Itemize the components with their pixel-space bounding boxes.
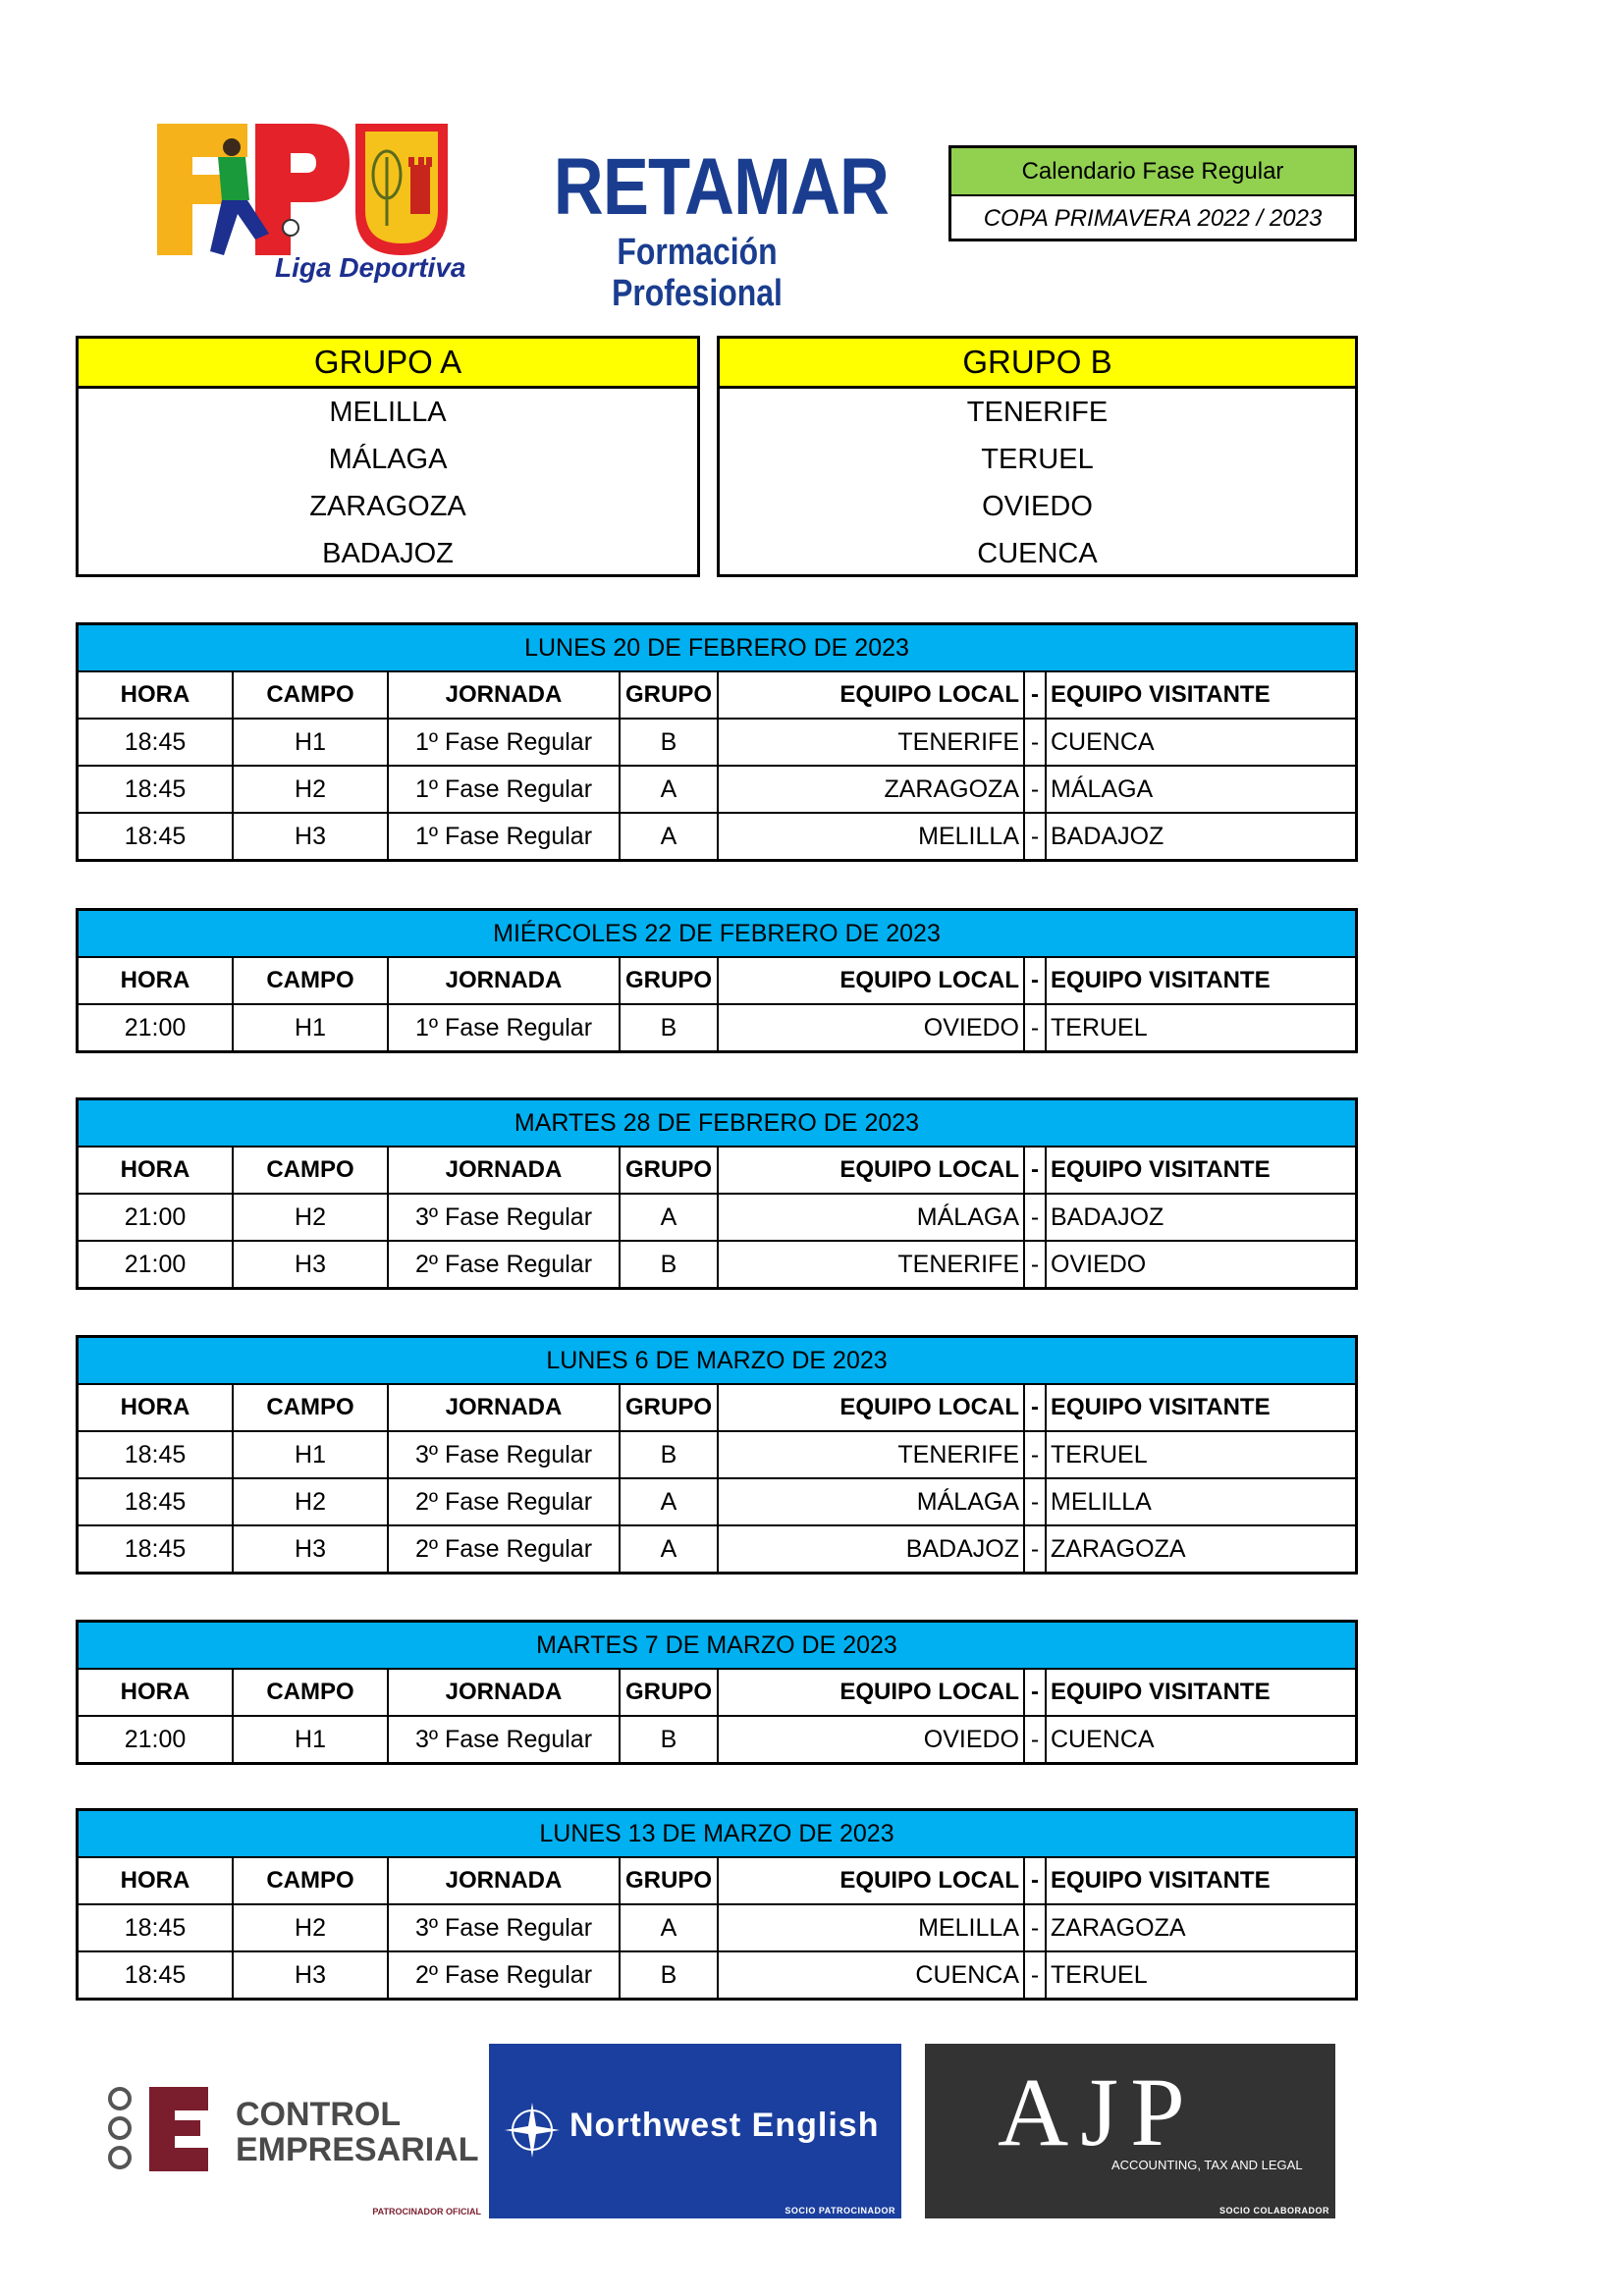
cell-jornada: 1º Fase Regular — [389, 720, 621, 765]
cell-separator: - — [1025, 1952, 1047, 1998]
cell-separator: - — [1025, 1242, 1047, 1287]
header-cell-equipo-visitante: EQUIPO VISITANTE — [1051, 1394, 1271, 1420]
match-day-date: MARTES 7 DE MARZO DE 2023 — [79, 1623, 1355, 1670]
table-row — [79, 1479, 1355, 1526]
match-day-table — [76, 1097, 1358, 1290]
header-cell-campo: CAMPO — [234, 958, 389, 1003]
match-day-table — [76, 622, 1358, 862]
cell-hora: 18:45 — [79, 1432, 234, 1477]
header-cell-hora: HORA — [79, 1148, 234, 1193]
header-cell-campo: CAMPO — [234, 1858, 389, 1903]
header-cell-equipo-local: EQUIPO LOCAL — [719, 958, 1025, 1003]
cell-jornada: 2º Fase Regular — [389, 1479, 621, 1524]
cell-separator: - — [1025, 720, 1047, 765]
header-cell-separator: - — [1025, 672, 1047, 718]
cell-jornada: 3º Fase Regular — [389, 1432, 621, 1477]
compass-icon — [503, 2101, 562, 2160]
cell-equipo-local: OVIEDO — [719, 1005, 1025, 1050]
cell-grupo: A — [621, 1195, 719, 1240]
cell-equipo-visitante: TERUEL — [1051, 1014, 1148, 1041]
retamar-subtitle: Formación Profesional — [612, 232, 783, 314]
cell-equipo-local: MELILLA — [719, 1905, 1025, 1950]
header-cell-separator: - — [1025, 1670, 1047, 1715]
cell-grupo: B — [621, 1717, 719, 1762]
cell-separator: - — [1025, 767, 1047, 812]
header-cell-jornada: JORNADA — [389, 958, 621, 1003]
retamar-logo — [530, 142, 890, 314]
group-a-team: ZARAGOZA — [309, 491, 466, 522]
cell-campo: H3 — [234, 1526, 389, 1572]
cell-equipo-visitante: CUENCA — [1051, 1726, 1155, 1753]
table-header-row — [79, 958, 1355, 1005]
cell-equipo-local: BADAJOZ — [719, 1526, 1025, 1572]
cell-separator: - — [1025, 814, 1047, 859]
table-header-row — [79, 672, 1355, 720]
cell-hora: 18:45 — [79, 814, 234, 859]
calendar-title-box — [948, 145, 1357, 241]
calendar-subtitle: COPA PRIMAVERA 2022 / 2023 — [983, 205, 1323, 232]
header-cell-hora: HORA — [79, 1858, 234, 1903]
cell-campo: H1 — [234, 720, 389, 765]
sponsor-ajp — [925, 2044, 1335, 2218]
cell-hora: 18:45 — [79, 1526, 234, 1572]
cell-separator: - — [1025, 1195, 1047, 1240]
cell-equipo-visitante: TERUEL — [1051, 1961, 1148, 1989]
cell-campo: H2 — [234, 1195, 389, 1240]
cell-jornada: 2º Fase Regular — [389, 1952, 621, 1998]
cell-jornada: 1º Fase Regular — [389, 1005, 621, 1050]
table-row — [79, 720, 1355, 767]
group-a-team: BADAJOZ — [322, 538, 454, 569]
cell-equipo-local: MÁLAGA — [719, 1479, 1025, 1524]
ajp-subtitle: ACCOUNTING, TAX AND LEGAL — [1111, 2158, 1303, 2172]
cell-separator: - — [1025, 1717, 1047, 1762]
cell-jornada: 3º Fase Regular — [389, 1717, 621, 1762]
header-cell-grupo: GRUPO — [621, 1670, 719, 1715]
cell-equipo-local: TENERIFE — [719, 1432, 1025, 1477]
header-cell-jornada: JORNADA — [389, 672, 621, 718]
header-cell-equipo-local: EQUIPO LOCAL — [719, 1385, 1025, 1430]
svg-text:Liga Deportiva: Liga Deportiva — [275, 252, 466, 283]
match-day-date: MIÉRCOLES 22 DE FEBRERO DE 2023 — [79, 911, 1355, 958]
header-cell-hora: HORA — [79, 958, 234, 1003]
header-cell-hora: HORA — [79, 1670, 234, 1715]
cell-separator: - — [1025, 1432, 1047, 1477]
cell-hora: 21:00 — [79, 1717, 234, 1762]
cell-jornada: 2º Fase Regular — [389, 1242, 621, 1287]
table-header-row — [79, 1670, 1355, 1717]
cell-grupo: A — [621, 767, 719, 812]
cell-equipo-visitante: CUENCA — [1051, 728, 1155, 756]
cell-jornada: 3º Fase Regular — [389, 1195, 621, 1240]
cell-grupo: B — [621, 1005, 719, 1050]
group-b-team: TENERIFE — [966, 397, 1109, 428]
header-cell-jornada: JORNADA — [389, 1670, 621, 1715]
cell-separator: - — [1025, 1905, 1047, 1950]
cell-jornada: 2º Fase Regular — [389, 1526, 621, 1572]
cell-separator: - — [1025, 1526, 1047, 1572]
header-cell-grupo: GRUPO — [621, 672, 719, 718]
table-row — [79, 1905, 1355, 1952]
sponsor-northwest-english — [489, 2044, 901, 2218]
cell-campo: H1 — [234, 1005, 389, 1050]
header-cell-campo: CAMPO — [234, 1385, 389, 1430]
header-cell-jornada: JORNADA — [389, 1385, 621, 1430]
header-cell-jornada: JORNADA — [389, 1858, 621, 1903]
table-row — [79, 767, 1355, 814]
group-a-team: MELILLA — [329, 397, 447, 428]
cell-hora: 18:45 — [79, 720, 234, 765]
cell-campo: H2 — [234, 767, 389, 812]
cell-equipo-local: MÁLAGA — [719, 1195, 1025, 1240]
match-day-date: LUNES 20 DE FEBRERO DE 2023 — [79, 625, 1355, 672]
table-row — [79, 1005, 1355, 1050]
group-b-team: CUENCA — [977, 538, 1098, 569]
cell-equipo-local: TENERIFE — [719, 720, 1025, 765]
header-cell-grupo: GRUPO — [621, 1148, 719, 1193]
cell-grupo: B — [621, 720, 719, 765]
header-cell-campo: CAMPO — [234, 1670, 389, 1715]
match-day-table — [76, 908, 1358, 1053]
header-cell-grupo: GRUPO — [621, 1385, 719, 1430]
table-header-row — [79, 1385, 1355, 1432]
calendar-title: Calendario Fase Regular — [951, 148, 1354, 196]
header-cell-separator: - — [1025, 1858, 1047, 1903]
header-cell-campo: CAMPO — [234, 1148, 389, 1193]
header-cell-equipo-local: EQUIPO LOCAL — [719, 1148, 1025, 1193]
header-cell-equipo-local: EQUIPO LOCAL — [719, 1858, 1025, 1903]
cell-jornada: 1º Fase Regular — [389, 767, 621, 812]
fpu-liga-deportiva-logo — [153, 118, 467, 285]
header-cell-hora: HORA — [79, 1385, 234, 1430]
cell-grupo: A — [621, 814, 719, 859]
cell-campo: H2 — [234, 1479, 389, 1524]
cell-hora: 21:00 — [79, 1195, 234, 1240]
header-cell-equipo-visitante: EQUIPO VISITANTE — [1051, 967, 1271, 993]
cell-equipo-visitante: MELILLA — [1051, 1488, 1152, 1516]
header-cell-equipo-visitante: EQUIPO VISITANTE — [1051, 1867, 1271, 1894]
match-day-date: MARTES 28 DE FEBRERO DE 2023 — [79, 1100, 1355, 1148]
match-day-table — [76, 1620, 1358, 1765]
northwest-english-name: Northwest English — [569, 2107, 880, 2144]
cell-grupo: B — [621, 1432, 719, 1477]
header-cell-jornada: JORNADA — [389, 1148, 621, 1193]
table-row — [79, 1242, 1355, 1287]
cell-campo: H2 — [234, 1905, 389, 1950]
group-a-title: GRUPO A — [79, 339, 697, 389]
header-cell-separator: - — [1025, 958, 1047, 1003]
fpu-logo-icon — [153, 118, 467, 285]
group-a-box — [76, 336, 700, 577]
sponsor-tag: SOCIO COLABORADOR — [1219, 2206, 1329, 2216]
table-header-row — [79, 1148, 1355, 1195]
match-day-table — [76, 1335, 1358, 1575]
control-empresarial-line2: EMPRESARIAL — [236, 2131, 479, 2168]
header-cell-equipo-visitante: EQUIPO VISITANTE — [1051, 681, 1271, 708]
table-row — [79, 1952, 1355, 1998]
cell-jornada: 1º Fase Regular — [389, 814, 621, 859]
cell-hora: 18:45 — [79, 1905, 234, 1950]
group-b-team: OVIEDO — [982, 491, 1093, 522]
cell-equipo-visitante: ZARAGOZA — [1051, 1535, 1186, 1563]
cell-campo: H3 — [234, 1952, 389, 1998]
cell-equipo-local: MELILLA — [719, 814, 1025, 859]
table-header-row — [79, 1858, 1355, 1905]
cell-hora: 18:45 — [79, 1479, 234, 1524]
cell-equipo-local: ZARAGOZA — [719, 767, 1025, 812]
header-cell-separator: - — [1025, 1148, 1047, 1193]
cell-grupo: A — [621, 1479, 719, 1524]
header-cell-hora: HORA — [79, 672, 234, 718]
cell-campo: H3 — [234, 814, 389, 859]
ajp-name: AJP — [998, 2057, 1197, 2166]
cell-equipo-visitante: TERUEL — [1051, 1441, 1148, 1468]
header-cell-equipo-visitante: EQUIPO VISITANTE — [1051, 1156, 1271, 1183]
header-cell-equipo-local: EQUIPO LOCAL — [719, 1670, 1025, 1715]
header-cell-equipo-visitante: EQUIPO VISITANTE — [1051, 1679, 1271, 1705]
sponsor-tag: PATROCINADOR OFICIAL — [372, 2207, 481, 2216]
cell-grupo: B — [621, 1242, 719, 1287]
cell-hora: 18:45 — [79, 1952, 234, 1998]
group-b-team: TERUEL — [981, 444, 1094, 475]
header-cell-equipo-local: EQUIPO LOCAL — [719, 672, 1025, 718]
sponsor-control-empresarial — [98, 2069, 481, 2216]
table-row — [79, 1432, 1355, 1479]
table-row — [79, 814, 1355, 859]
cell-equipo-visitante: BADAJOZ — [1051, 1203, 1164, 1231]
cell-hora: 18:45 — [79, 767, 234, 812]
header-cell-grupo: GRUPO — [621, 958, 719, 1003]
match-day-date: LUNES 6 DE MARZO DE 2023 — [79, 1338, 1355, 1385]
cell-grupo: A — [621, 1905, 719, 1950]
cell-campo: H1 — [234, 1432, 389, 1477]
cell-jornada: 3º Fase Regular — [389, 1905, 621, 1950]
cell-campo: H1 — [234, 1717, 389, 1762]
match-day-date: LUNES 13 DE MARZO DE 2023 — [79, 1811, 1355, 1858]
control-empresarial-logo-icon — [98, 2069, 216, 2187]
group-b-box — [717, 336, 1358, 577]
cell-separator: - — [1025, 1479, 1047, 1524]
cell-equipo-visitante: OVIEDO — [1051, 1251, 1147, 1278]
group-b-title: GRUPO B — [720, 339, 1355, 389]
cell-equipo-local: CUENCA — [719, 1952, 1025, 1998]
cell-hora: 21:00 — [79, 1242, 234, 1287]
cell-equipo-visitante: BADAJOZ — [1051, 823, 1164, 850]
cell-campo: H3 — [234, 1242, 389, 1287]
cell-separator: - — [1025, 1005, 1047, 1050]
header-cell-grupo: GRUPO — [621, 1858, 719, 1903]
header-cell-separator: - — [1025, 1385, 1047, 1430]
cell-hora: 21:00 — [79, 1005, 234, 1050]
header-cell-campo: CAMPO — [234, 672, 389, 718]
cell-equipo-local: OVIEDO — [719, 1717, 1025, 1762]
sponsor-tag: SOCIO PATROCINADOR — [785, 2206, 895, 2216]
table-row — [79, 1526, 1355, 1572]
cell-equipo-visitante: ZARAGOZA — [1051, 1914, 1186, 1942]
match-day-table — [76, 1808, 1358, 2001]
group-a-team: MÁLAGA — [328, 444, 448, 475]
table-row — [79, 1195, 1355, 1242]
cell-grupo: B — [621, 1952, 719, 1998]
retamar-title: RETAMAR — [553, 142, 890, 232]
control-empresarial-line1: CONTROL — [236, 2096, 402, 2133]
table-row — [79, 1717, 1355, 1762]
cell-grupo: A — [621, 1526, 719, 1572]
cell-equipo-local: TENERIFE — [719, 1242, 1025, 1287]
cell-equipo-visitante: MÁLAGA — [1051, 775, 1154, 803]
